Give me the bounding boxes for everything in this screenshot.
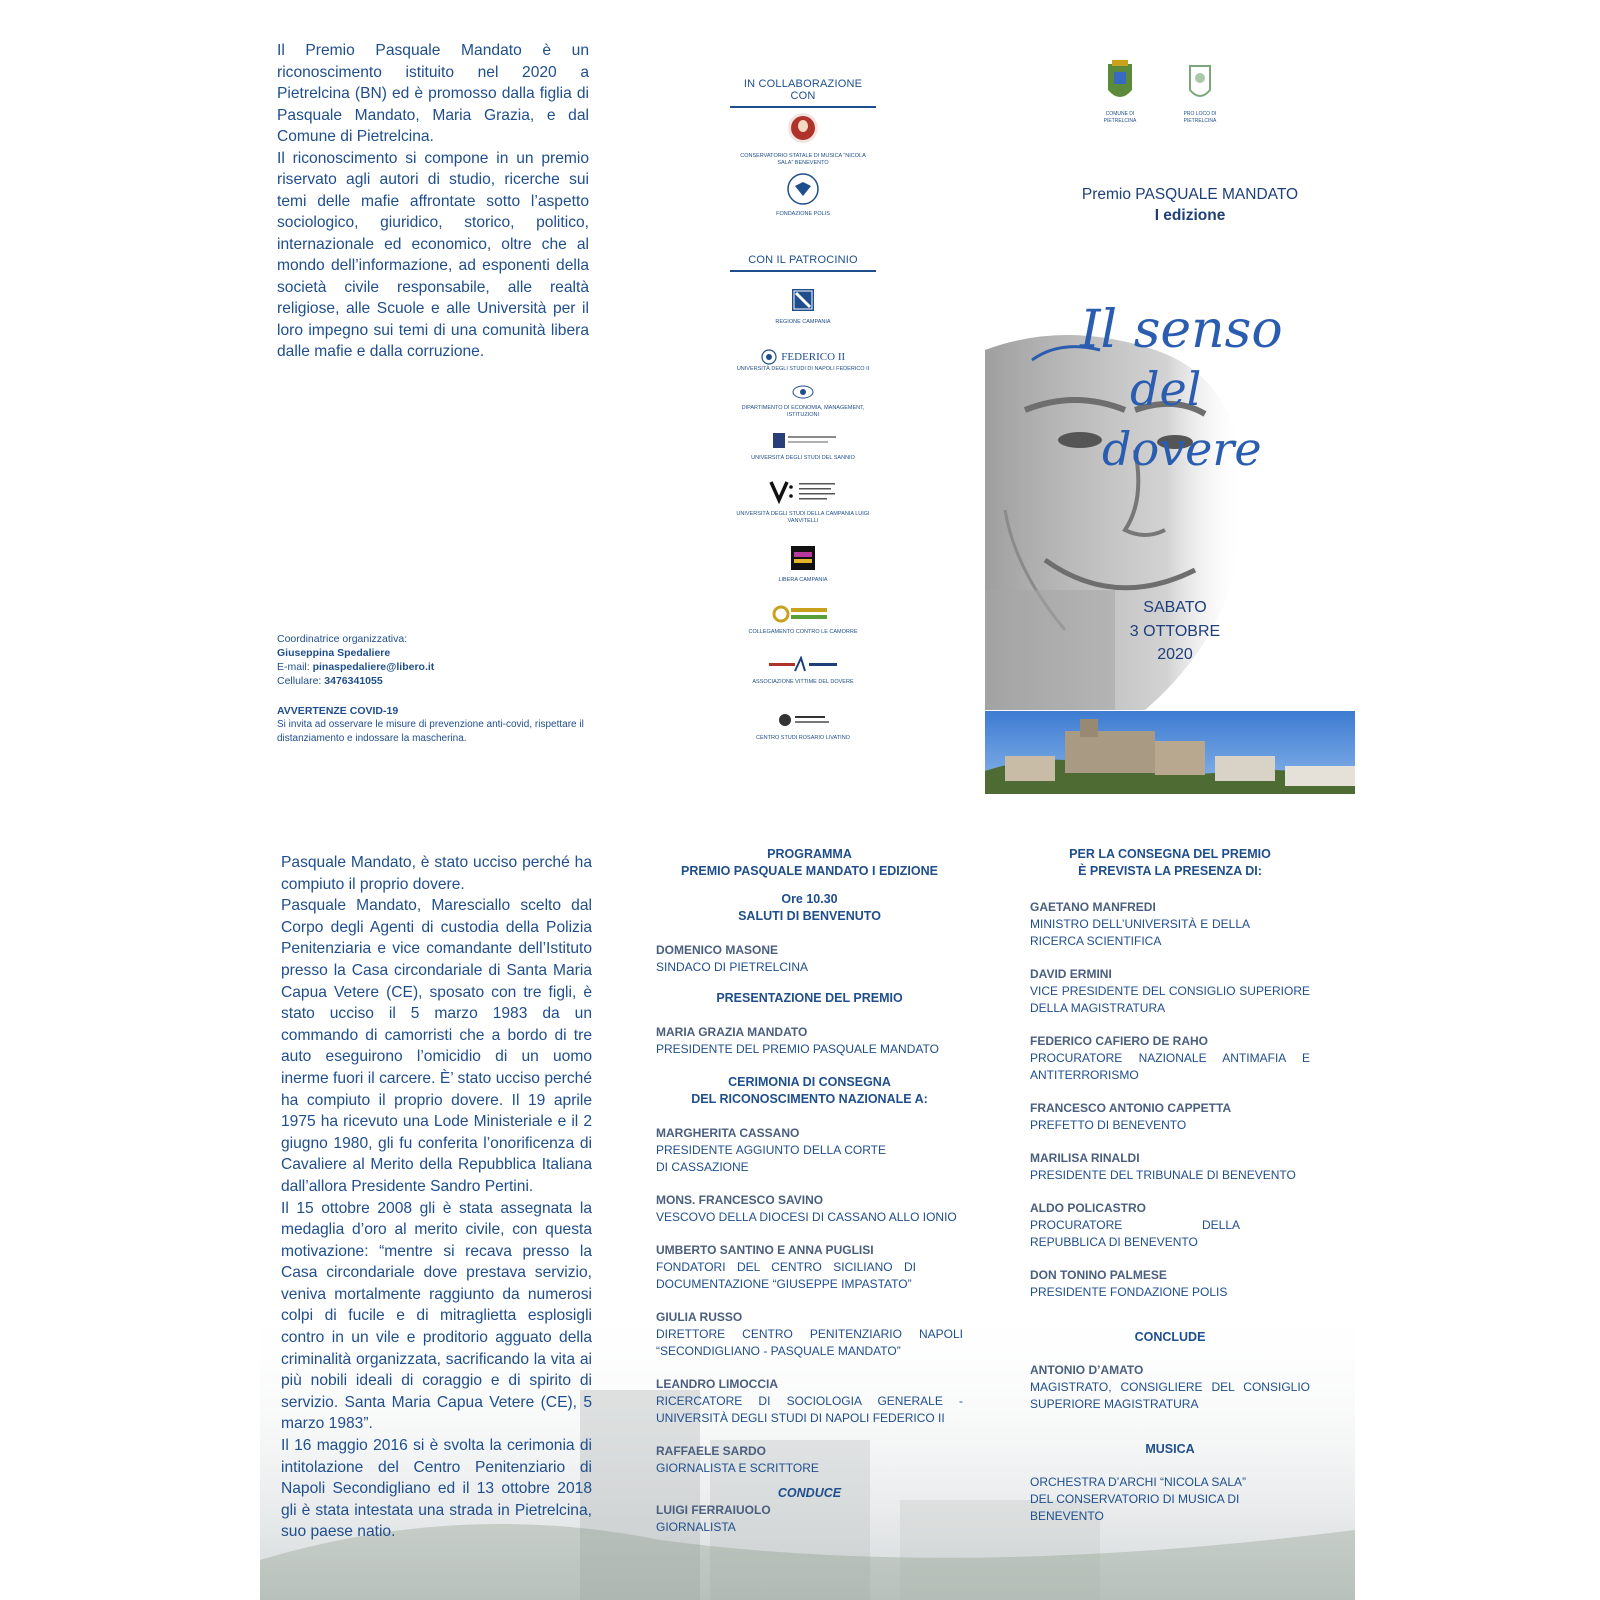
guest-name: FEDERICO CAFIERO DE RAHO	[1030, 1034, 1209, 1048]
dipartimento-logo-block	[733, 384, 873, 419]
premio-name: Premio PASQUALE MANDATO	[1081, 186, 1299, 203]
program-entry	[656, 1192, 963, 1226]
program-section	[656, 846, 963, 1536]
presentation-heading: PRESENTAZIONE DEL PREMIO	[716, 991, 903, 1005]
bio-paragraph: Pasquale Mandato, Maresciallo scelto dal Corpo degli Agenti di custodia della Polizia Penitenziaria e vice comandante dell’Istituto presso la Casa circondariale di Santa Maria Capua Vetere (CE), sposato con tre figli, è stato ucciso il 5 marzo 1983 da un commando di camorristi che a bordo di tre auto eseguirono l’omicidio di un uomo inerme fuori il carcere. È’ stato ucciso perché ha compiuto il proprio dovere. Il 19 aprile 1975 ha ricevuto una Lode Ministeriale e il 2 giugno 1980, gli fu conferita l’onorificenza di Cavaliere al Merito della Repubblica Italiana dall’allora Presidente Sandro Pertini.	[281, 897, 592, 1195]
logo-caption: ASSOCIAZIONE VITTIME DEL DOVERE	[752, 679, 854, 685]
contro-camorre-logo-block	[733, 604, 873, 636]
phone-number: 3476341055	[324, 675, 383, 687]
federico-ii-seal-icon	[761, 349, 777, 365]
patronage-section	[730, 254, 876, 272]
bio-text	[281, 852, 592, 1543]
host-heading: CONDUCE	[777, 1486, 842, 1500]
welcome-heading: SALUTI DI BENVENUTO	[738, 909, 881, 923]
bio-paragraph: Il 16 maggio 2016 si è svolta la cerimonia di intitolazione del Centro Penitenziario di Napoli Secondigliano ed il 13 ottobre 2018 gli è stata intestata una strada in Pietrelcina, suo paese natio.	[281, 1437, 592, 1541]
program-entry	[656, 1309, 963, 1360]
guest-role: PROCURATORE NAZIONALE ANTIMAFIA E ANTITERRORISMO	[1030, 1051, 1310, 1082]
music-text: ORCHESTRA D’ARCHI “NICOLA SALA” DEL CONSERVATORIO DI MUSICA DI BENEVENTO	[1030, 1475, 1247, 1523]
guests-title: PER LA CONSEGNA DEL PREMIO	[1069, 847, 1271, 861]
motto-line: del	[1130, 362, 1202, 416]
regione-campania-logo-block	[733, 288, 873, 326]
event-date	[1100, 596, 1250, 667]
entry-name: LEANDRO LIMOCCIA	[656, 1377, 778, 1391]
guest-name: ALDO POLICASTRO	[1030, 1201, 1146, 1215]
date-year: 2020	[1157, 646, 1193, 663]
coordinator-name: Giuseppina Spedaliere	[277, 647, 391, 659]
logo-caption: COLLEGAMENTO CONTRO LE CAMORRE	[748, 629, 858, 635]
date-daymonth: 3 OTTOBRE	[1129, 622, 1221, 640]
entry-role: FONDATORI DEL CENTRO SICILIANO DI DOCUMENTAZIONE “GIUSEPPE IMPASTATO”	[656, 1260, 916, 1291]
entry-name: MARIA GRAZIA MANDATO	[656, 1025, 808, 1039]
bio-paragraph: Il 15 ottobre 2008 gli è stata assegnata la medaglia d’oro al merito civile, con questa motivazione: “mentre si recava presso la Casa circondariale dove prestava servizio, veniva mortalmente raggiunto da numerosi colpi di fucile e di mitraglietta esplosigli contro in un vile e proditorio agguato della criminalità organizzata, sacrificando la vita ai più nobili ideali di coraggio e di spirito di servizio. Santa Maria Capua Vetere (CE), 5 marzo 1983”.	[281, 1199, 592, 1433]
guest-role: PRESIDENTE FONDAZIONE POLIS	[1030, 1285, 1228, 1299]
logo-caption: CENTRO STUDI ROSARIO LIVATINO	[756, 735, 850, 741]
collaboration-section	[730, 78, 876, 108]
logo-caption: UNIVERSITÀ DEGLI STUDI DEL SANNIO	[751, 455, 855, 461]
coordination-label: Coordinatrice organizzativa:	[277, 633, 408, 645]
email-label: E-mail:	[277, 661, 313, 673]
guest-name: MARILISA RINALDI	[1030, 1151, 1140, 1165]
vittime-dovere-logo	[733, 656, 873, 674]
music-heading: MUSICA	[1145, 1442, 1195, 1456]
patronage-divider	[730, 270, 876, 272]
livatino-logo	[733, 712, 873, 730]
program-time: Ore 10.30	[781, 892, 838, 906]
guest-role: MAGISTRATO, CONSIGLIERE DEL CONSIGLIO SUPERIORE MAGISTRATURA	[1030, 1380, 1310, 1411]
intro-text	[277, 40, 589, 363]
guest-role: MINISTRO DELL’UNIVERSITÀ E DELLA RICERCA SCIENTIFICA	[1030, 917, 1250, 948]
ceremony-subheading: DEL RICONOSCIMENTO NAZIONALE A:	[691, 1092, 928, 1106]
guest-role: VICE PRESIDENTE DEL CONSIGLIO SUPERIORE DELLA MAGISTRATURA	[1030, 984, 1310, 1015]
logo-caption: PRO LOCO DI PIETRELCINA	[1183, 111, 1217, 124]
entry-name: DOMENICO MASONE	[656, 943, 779, 957]
entry-role: SINDACO DI PIETRELCINA	[656, 960, 809, 974]
entry-role: GIORNALISTA	[656, 1520, 736, 1534]
entry-role: DIRETTORE CENTRO PENITENZIARIO NAPOLI “SECONDIGLIANO - PASQUALE MANDATO”	[656, 1327, 963, 1358]
federico-ii-logo-block	[733, 348, 873, 373]
guest-entry	[1030, 1362, 1310, 1413]
guest-entry	[1030, 1200, 1310, 1251]
guest-role: PREFETTO DI BENEVENTO	[1030, 1118, 1187, 1132]
contro-camorre-logo	[733, 604, 873, 624]
patronage-title: CON IL PATROCINIO	[748, 254, 858, 266]
program-entry	[656, 1125, 963, 1176]
federico-ii-wordmark: FEDERICO II	[781, 350, 846, 363]
logo-caption: CONSERVATORIO STATALE DI MUSICA “NICOLA SALA” BENEVENTO	[740, 153, 866, 166]
logo-caption: FONDAZIONE POLIS	[776, 211, 830, 217]
covid-title: AVVERTENZE COVID-19	[277, 705, 399, 717]
pro-loco-crest	[1168, 60, 1232, 106]
entry-role: PRESIDENTE DEL PREMIO PASQUALE MANDATO	[656, 1042, 939, 1056]
phone-label: Cellulare:	[277, 675, 325, 687]
program-entry	[656, 1376, 963, 1427]
program-subtitle: PREMIO PASQUALE MANDATO I EDIZIONE	[681, 864, 938, 878]
logo-caption: COMUNE DI PIETRELCINA	[1103, 111, 1137, 124]
ceremony-heading: CERIMONIA DI CONSEGNA	[728, 1075, 891, 1089]
guests-subtitle: È PREVISTA LA PRESENZA DI:	[1078, 864, 1262, 878]
pro-loco-logo-block	[1168, 60, 1232, 125]
vanvitelli-logo	[733, 478, 873, 506]
logo-caption: LIBERA CAMPANIA	[778, 577, 828, 583]
cover-title	[1040, 184, 1340, 226]
entry-role: VESCOVO DELLA DIOCESI DI CASSANO ALLO IONIO	[656, 1210, 957, 1224]
dipartimento-logo	[733, 384, 873, 400]
fondazione-polis-logo-block	[733, 172, 873, 218]
logo-caption: UNIVERSITÀ DEGLI STUDI DELLA CAMPANIA LUIGI VANVITELLI	[736, 511, 870, 524]
logo-caption: UNIVERSITÀ DEGLI STUDI DI NAPOLI FEDERICO II	[736, 366, 870, 372]
guest-name: DAVID ERMINI	[1030, 967, 1112, 981]
guest-entry	[1030, 899, 1310, 950]
motto-line: dovere	[1102, 422, 1262, 476]
concludes-heading: CONCLUDE	[1134, 1330, 1206, 1344]
entry-name: MONS. FRANCESCO SAVINO	[656, 1193, 824, 1207]
guest-role: PRESIDENTE DEL TRIBUNALE DI BENEVENTO	[1030, 1168, 1296, 1182]
fondazione-polis-logo	[733, 172, 873, 206]
entry-role: PRESIDENTE AGGIUNTO DELLA CORTE DI CASSAZIONE	[656, 1143, 886, 1174]
guest-name: ANTONIO D’AMATO	[1030, 1363, 1144, 1377]
guest-role: PROCURATORE DELLA REPUBBLICA DI BENEVENTO	[1030, 1218, 1240, 1249]
program-entry	[656, 942, 963, 976]
intro-paragraph: Il riconoscimento si compone in un premio riservato agli autori di studio, ricerche sui temi delle mafie affrontate sotto l’aspetto sociologico, giuridico, storico, politico, internazionale ed economico, oltre che al mondo dell’informazione, ad esponenti della società civile responsabile, alle realtà religiose, alle Scuole e alle Università per il loro impegno sui temi di una comunità libera dalle mafie e dalla corruzione.	[277, 149, 589, 360]
guest-entry	[1030, 966, 1310, 1017]
program-entry	[656, 1024, 963, 1058]
motto-line: Il senso	[1080, 300, 1283, 360]
libera-logo	[733, 546, 873, 572]
federico-ii-logo	[733, 348, 873, 366]
village-photo	[985, 711, 1355, 794]
phone-line	[277, 674, 607, 688]
vanvitelli-logo-block	[733, 478, 873, 525]
program-title: PROGRAMMA	[767, 847, 852, 861]
collaboration-divider	[730, 106, 876, 108]
entry-role: GIORNALISTA E SCRITTORE	[656, 1461, 819, 1475]
program-entry	[656, 1502, 963, 1536]
edition-label: I edizione	[1154, 207, 1226, 224]
libera-logo-block	[733, 546, 873, 584]
entry-name: GIULIA RUSSO	[656, 1310, 743, 1324]
intro-paragraph: Il Premio Pasquale Mandato è un riconoscimento istituito nel 2020 a Pietrelcina (BN) ed è promosso dalla figlia di Pasquale Mandato, Maria Grazia, e dal Comune di Pietrelcina.	[277, 42, 589, 145]
coordination-block	[277, 632, 607, 688]
motto-title	[1030, 300, 1350, 500]
guest-entry	[1030, 1150, 1310, 1184]
guest-entry	[1030, 1033, 1310, 1084]
entry-role: RICERCATORE DI SOCIOLOGIA GENERALE - UNIVERSITÀ DEGLI STUDI DI NAPOLI FEDERICO II	[656, 1394, 963, 1425]
entry-name: LUIGI FERRAIUOLO	[656, 1503, 771, 1517]
guest-entry	[1030, 1100, 1310, 1134]
covid-notice	[277, 704, 607, 746]
program-entry	[656, 1242, 963, 1293]
guests-section	[1030, 846, 1310, 1525]
entry-name: UMBERTO SANTINO E ANNA PUGLISI	[656, 1243, 874, 1257]
email-line	[277, 660, 607, 674]
entry-name: MARGHERITA CASSANO	[656, 1126, 800, 1140]
comune-pietrelcina-logo-block	[1090, 60, 1150, 125]
email-link[interactable]: pinaspedaliere@libero.it	[312, 661, 435, 673]
conservatorio-logo-block	[733, 112, 873, 167]
vittime-dovere-logo-block	[733, 656, 873, 686]
program-entry	[656, 1443, 963, 1477]
conservatorio-logo	[733, 112, 873, 148]
guest-name: GAETANO MANFREDI	[1030, 900, 1156, 914]
date-day: SABATO	[1143, 599, 1207, 616]
guest-entry	[1030, 1267, 1310, 1301]
regione-campania-logo	[733, 288, 873, 314]
bio-paragraph: Pasquale Mandato, è stato ucciso perché ha compiuto il proprio dovere.	[281, 854, 592, 893]
unisannio-logo-block	[733, 432, 873, 462]
entry-name: RAFFAELE SARDO	[656, 1444, 767, 1458]
unisannio-logo	[733, 432, 873, 450]
guest-name: FRANCESCO ANTONIO CAPPETTA	[1030, 1101, 1232, 1115]
covid-text: Si invita ad osservare le misure di prevenzione anti-covid, rispettare il distanziamento e indossare la mascherina.	[277, 719, 584, 744]
motto-swash-icon	[1030, 330, 1110, 370]
livatino-logo-block	[733, 712, 873, 742]
comune-pietrelcina-crest	[1090, 60, 1150, 106]
logo-caption: REGIONE CAMPANIA	[775, 319, 831, 325]
collaboration-title: IN COLLABORAZIONE CON	[743, 78, 863, 102]
guest-name: DON TONINO PALMESE	[1030, 1268, 1167, 1282]
logo-caption: DIPARTIMENTO DI ECONOMIA, MANAGEMENT, ISTITUZIONI	[741, 405, 865, 418]
